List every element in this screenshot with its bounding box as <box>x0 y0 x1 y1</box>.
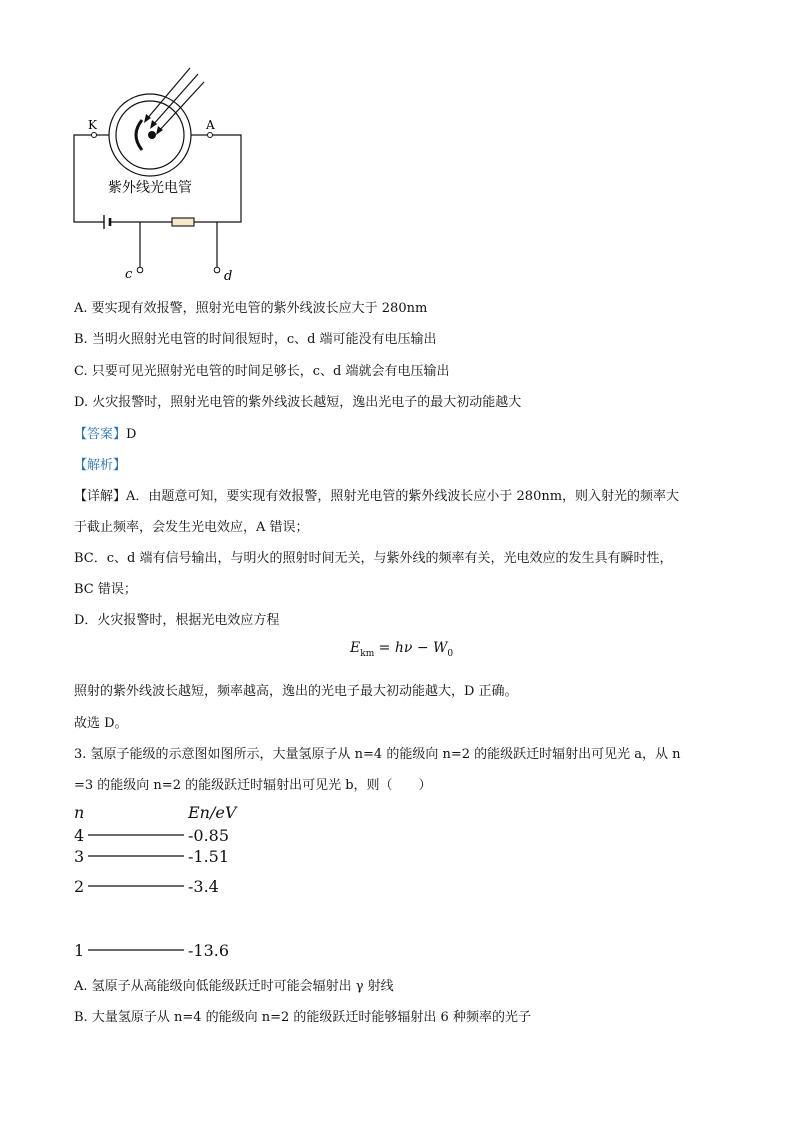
answer-label: 【答案】 <box>74 427 127 442</box>
terminal-d <box>214 267 220 273</box>
level-4-energy: -0.85 <box>188 826 230 845</box>
level-3-n: 3 <box>74 847 85 866</box>
level-1-energy: -13.6 <box>188 941 230 960</box>
detail-line-7: 故选 D。 <box>74 716 128 731</box>
detail-line-2: 于截止频率，会发生光电效应，A 错误； <box>74 520 309 535</box>
n-header: n <box>74 803 85 822</box>
photoelectric-equation: $E_{km} = h\nu - W_0$ <box>350 640 454 659</box>
terminal-A-label: A <box>206 118 215 132</box>
detail-line-1: 【详解】A．由题意可知，要实现有效报警，照射光电管的紫外线波长应小于 280nm，则入射光的频率大 <box>74 489 680 504</box>
option-q2-b: B. 当明火照射光电管的时间很短时，c、d 端可能没有电压输出 <box>74 332 437 347</box>
anode-dot <box>148 131 156 139</box>
option-q2-a: A. 要实现有效报警，照射光电管的紫外线波长应大于 280nm <box>74 301 428 316</box>
detail-line-5: D．火灾报警时，根据光电效应方程 <box>74 613 280 628</box>
answer-value: D <box>126 427 137 442</box>
terminal-d-label: d <box>224 269 233 284</box>
cathode-arc <box>136 120 142 150</box>
detail-line-3: BC．c、d 端有信号输出，与明火的照射时间无关，与紫外线的频率有关，光电效应的发生具有瞬时性， <box>74 551 673 566</box>
level-1-n: 1 <box>74 941 85 960</box>
photocell-circuit-diagram <box>60 62 260 287</box>
resistor <box>172 218 194 226</box>
level-3-energy: -1.51 <box>188 847 230 866</box>
option-q3-b: B. 大量氢原子从 n=4 的能级向 n=2 的能级跃迁时能够辐射出 6 种频率的光子 <box>74 1010 531 1025</box>
terminal-c <box>137 267 143 273</box>
q3-line-1: 3. 氢原子能级的示意图如图所示，大量氢原子从 n=4 的能级向 n=2 的能级跃迁时辐射出可见光 a，从 n <box>74 747 681 762</box>
option-q2-c: C. 只要可见光照射光电管的时间足够长，c、d 端就会有电压输出 <box>74 364 450 379</box>
level-4-n: 4 <box>74 826 85 845</box>
answer-line <box>74 423 136 442</box>
terminal-c-label: c <box>125 267 133 282</box>
detail-line-6: 照射的紫外线波长越短，频率越高，逸出的光电子最大初动能越大，D 正确。 <box>74 684 518 699</box>
option-q3-a: A. 氢原子从高能级向低能级跃迁时可能会辐射出 γ 射线 <box>74 979 394 994</box>
level-2-energy: -3.4 <box>188 877 219 896</box>
analysis-label: 【解析】 <box>74 458 127 473</box>
energy-level-diagram <box>70 800 270 965</box>
level-2-n: 2 <box>74 877 85 896</box>
energy-header: En/eV <box>188 803 237 822</box>
detail-line-4: BC 错误； <box>74 582 137 597</box>
detail-label: 【详解】 <box>74 489 127 504</box>
terminal-K-label: K <box>88 118 97 132</box>
q3-line-2: =3 的能级向 n=2 的能级跃迁时辐射出可见光 b，则（ ） <box>74 778 432 793</box>
option-q2-d: D. 火灾报警时，照射光电管的紫外线波长越短，逸出光电子的最大初动能越大 <box>74 395 522 410</box>
tube-caption: 紫外线光电管 <box>108 180 192 196</box>
